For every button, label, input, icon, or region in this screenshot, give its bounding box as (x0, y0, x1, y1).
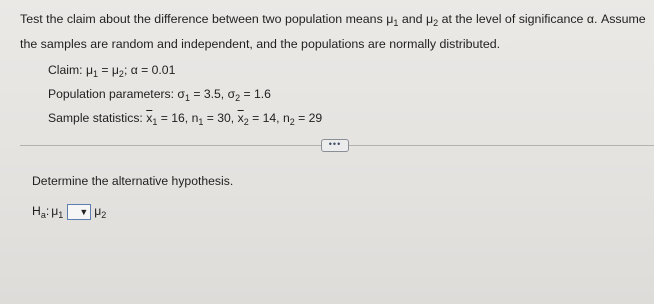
alternative-hypothesis-prompt: Determine the alternative hypothesis. (32, 174, 234, 188)
sample-statistics-line: Sample statistics: $\overline{x}_1 = 16$, $n_1 = 30$, $\overline{x}_2 = 14$, $n_2 = 29$ (48, 111, 323, 127)
expand-more-button[interactable]: ••• (321, 139, 349, 152)
claim-line: Claim: $\mu_1 = \mu_2$; α = 0.01 (48, 63, 176, 79)
dropdown-arrow-icon: ▼ (79, 206, 89, 217)
alternative-hypothesis-row (32, 204, 106, 220)
relation-dropdown[interactable] (67, 204, 91, 220)
mu1-symbol: $\mu_1$ (51, 204, 64, 220)
question-text: Test the claim about the difference between two population means $\mu_1$ and $\mu_2$ at the level of significance α. Assume the samples are random and independent, and the populations are normally distributed. (20, 12, 646, 51)
ha-label: $H_a$: (32, 204, 50, 220)
given-values (48, 60, 322, 132)
population-parameters-line: Population parameters: $\sigma_1 = 3.5$, $\sigma_2 = 1.6$ (48, 87, 271, 103)
mu2-symbol: $\mu_2$ (94, 204, 107, 220)
